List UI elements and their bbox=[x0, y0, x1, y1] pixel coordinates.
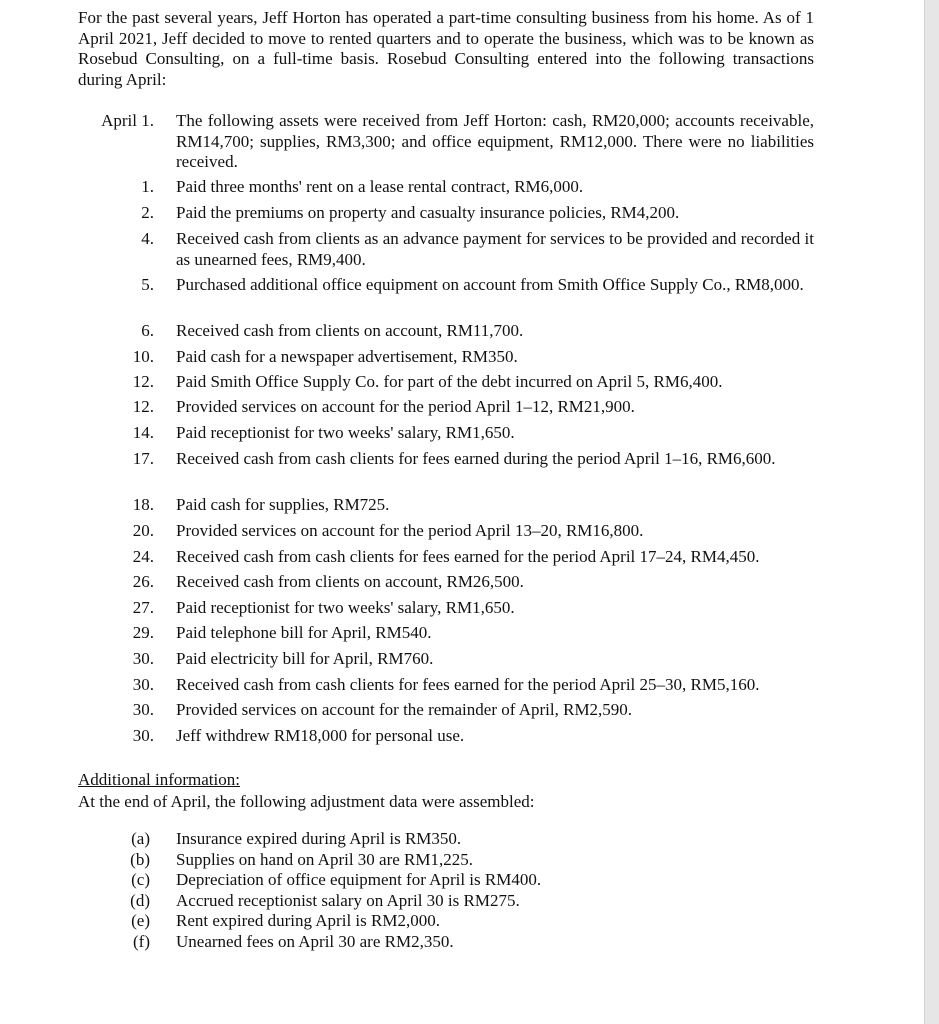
adjustment-item bbox=[78, 911, 814, 932]
transaction-text: Received cash from cash clients for fees earned for the period April 17–24, RM4,450. bbox=[176, 547, 760, 566]
adjustment-text: Rent expired during April is RM2,000. bbox=[176, 911, 440, 930]
transaction-date: 30. bbox=[132, 726, 154, 745]
transaction-date: 5. bbox=[141, 275, 154, 294]
transaction-text: Provided services on account for the period April 13–20, RM16,800. bbox=[176, 521, 644, 540]
transaction-row bbox=[78, 649, 814, 670]
transaction-text: Paid electricity bill for April, RM760. bbox=[176, 649, 434, 668]
additional-info-intro: At the end of April, the following adjustment data were assembled: bbox=[78, 792, 535, 811]
transaction-row bbox=[78, 598, 814, 619]
adjustment-item bbox=[78, 891, 814, 912]
adjustment-letter: (d) bbox=[130, 890, 150, 910]
transaction-date: 14. bbox=[132, 423, 154, 442]
adjustment-text: Supplies on hand on April 30 are RM1,225. bbox=[176, 849, 474, 869]
adjustment-letter: (e) bbox=[131, 911, 150, 930]
adjustment-text: Insurance expired during April is RM350. bbox=[176, 829, 462, 848]
transaction-row bbox=[78, 623, 814, 644]
scrollbar-track[interactable] bbox=[924, 0, 939, 1024]
transaction-date: 30. bbox=[132, 675, 154, 694]
transaction-date: 17. bbox=[132, 449, 154, 468]
transaction-text: Received cash from cash clients for fees earned for the period April 25–30, RM5,160. bbox=[176, 675, 760, 694]
transaction-date: 30. bbox=[132, 700, 154, 719]
transaction-text: Paid telephone bill for April, RM540. bbox=[176, 623, 432, 642]
transaction-date: 10. bbox=[132, 347, 154, 366]
adjustment-item bbox=[78, 870, 814, 891]
transaction-text: Paid cash for a newspaper advertisement, RM350. bbox=[176, 347, 518, 366]
transaction-row bbox=[78, 449, 814, 470]
adjustment-text: Unearned fees on April 30 are RM2,350. bbox=[176, 931, 454, 951]
transaction-date: 2. bbox=[141, 203, 154, 222]
transaction-text: Paid the premiums on property and casualty insurance policies, RM4,200. bbox=[176, 203, 680, 222]
transaction-row bbox=[78, 572, 814, 593]
transaction-row bbox=[78, 700, 814, 721]
transaction-row bbox=[78, 726, 814, 747]
transaction-date: 1. bbox=[141, 177, 154, 196]
adjustment-list bbox=[78, 829, 814, 952]
transaction-text: Received cash from clients on account, RM26,500. bbox=[176, 572, 524, 591]
transaction-date: 27. bbox=[132, 598, 154, 617]
transaction-row bbox=[78, 675, 814, 696]
transaction-date: 12. bbox=[132, 397, 154, 416]
transaction-row bbox=[78, 347, 814, 368]
transaction-row bbox=[78, 397, 814, 418]
transaction-date: 29. bbox=[132, 623, 154, 642]
transaction-row bbox=[78, 372, 814, 393]
adjustment-item bbox=[78, 932, 814, 953]
transaction-text: Paid three months' rent on a lease rental contract, RM6,000. bbox=[176, 177, 584, 196]
transaction-date: 4. bbox=[141, 229, 154, 248]
transaction-text: Provided services on account for the period April 1–12, RM21,900. bbox=[176, 397, 635, 416]
adjustment-item bbox=[78, 850, 814, 871]
transaction-date: 24. bbox=[132, 547, 154, 566]
transaction-date: 6. bbox=[141, 321, 154, 340]
intro-paragraph: For the past several years, Jeff Horton has operated a part-time consulting business from his home. As of 1 April 2021, Jeff decided to move to rented quarters and to operate the business, which was to be known as Rosebud Consulting, on a full-time basis. Rosebud Consulting entered into the following transactions during April: bbox=[78, 8, 814, 89]
adjustment-letter: (b) bbox=[130, 849, 150, 869]
adjustment-letter: (f) bbox=[133, 931, 150, 951]
transaction-text: Paid receptionist for two weeks' salary, RM1,650. bbox=[176, 598, 515, 617]
additional-info-heading: Additional information: bbox=[78, 770, 240, 789]
transaction-text: Received cash from clients as an advance payment for services to be provided and recorded it as unearned fees, RM9,400. bbox=[176, 229, 814, 269]
adjustment-item bbox=[78, 829, 814, 850]
transaction-row bbox=[78, 321, 814, 342]
adjustment-text: Accrued receptionist salary on April 30 is RM275. bbox=[176, 890, 520, 910]
transaction-date: 12. bbox=[132, 372, 154, 391]
transaction-row bbox=[78, 521, 814, 542]
transaction-text: Purchased additional office equipment on account from Smith Office Supply Co., RM8,000. bbox=[176, 275, 804, 294]
transaction-row bbox=[78, 203, 814, 224]
adjustment-letter: (a) bbox=[131, 829, 150, 848]
transaction-row bbox=[78, 111, 814, 173]
transaction-date: 30. bbox=[132, 649, 154, 668]
transaction-text: Paid cash for supplies, RM725. bbox=[176, 495, 390, 514]
transaction-text: Jeff withdrew RM18,000 for personal use. bbox=[176, 726, 465, 745]
transaction-row bbox=[78, 177, 814, 198]
transaction-text: Provided services on account for the remainder of April, RM2,590. bbox=[176, 700, 633, 719]
transaction-date: 26. bbox=[132, 572, 154, 591]
transaction-text: Received cash from cash clients for fees earned during the period April 1–16, RM6,600. bbox=[176, 449, 776, 468]
transaction-date: April 1. bbox=[101, 111, 154, 130]
transaction-row bbox=[78, 423, 814, 444]
transaction-date: 18. bbox=[132, 495, 154, 514]
transaction-text: The following assets were received from Jeff Horton: cash, RM20,000; accounts receivable, RM14,700; supplies, RM3,300; and office equipment, RM12,000. There were no liabilities received. bbox=[176, 111, 814, 171]
transaction-text: Received cash from clients on account, RM11,700. bbox=[176, 321, 524, 340]
transaction-text: Paid Smith Office Supply Co. for part of the debt incurred on April 5, RM6,400. bbox=[176, 372, 723, 391]
adjustment-letter: (c) bbox=[131, 870, 150, 889]
transaction-row bbox=[78, 547, 814, 568]
transaction-text: Paid receptionist for two weeks' salary, RM1,650. bbox=[176, 423, 515, 442]
adjustment-text: Depreciation of office equipment for April is RM400. bbox=[176, 870, 542, 889]
transaction-date: 20. bbox=[132, 521, 154, 540]
transaction-row bbox=[78, 495, 814, 516]
transaction-row bbox=[78, 229, 814, 270]
transaction-row bbox=[78, 275, 814, 296]
